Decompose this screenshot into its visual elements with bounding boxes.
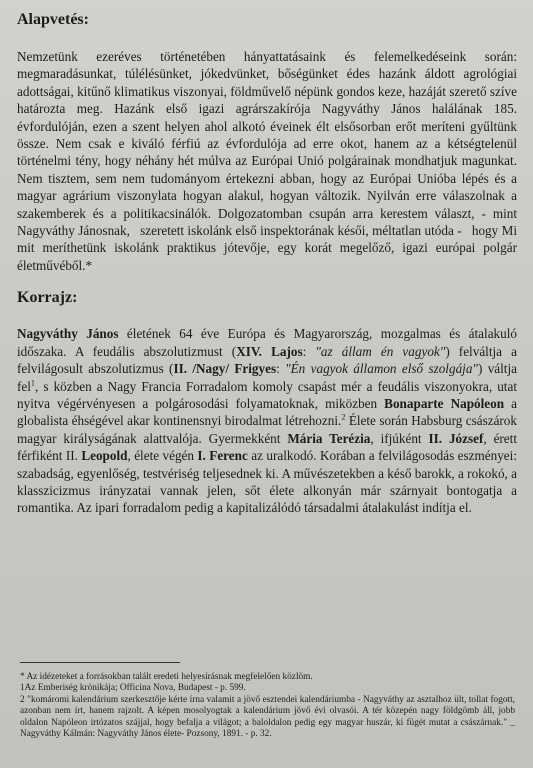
name-frederick: II. /Nagy/ Frigyes (173, 361, 277, 377)
quote-louis: "az állam én vagyok" (315, 343, 446, 359)
korrajz-text: , érett férfiként II. (17, 430, 517, 464)
intro-text-3: hogy Mi mit meríthetünk iskolánk praktikus jótevője, egy korát megelőző, igazi európai polgár életművéből.* (17, 223, 518, 273)
footnote-star: * Az idézeteket a forrásokban talált eredeti helyesírásnak megfelelően közlöm. (20, 672, 313, 682)
korrajz-text: a globalista éhségével akar kontinensnyi birodalmat létrehozni. (17, 395, 517, 429)
name-leopold: Leopold (81, 448, 128, 464)
footnote-1: 1Az Emberiség krónikája; Officina Nova, Budapest - p. 599. (20, 683, 246, 694)
korrajz-text: ) felváltja a felvilágosult abszolutizmus ( (17, 343, 517, 377)
korrajz-text: az uralkodó. Korában a felvilágosodás eszményei: szabadság, egyenlőség, testvériség teljesednek ki. A művészetekben a késő barokk, a rokokó, a klasszicizmus irányzatai vannak jelen, sőt élete alkonyán már szárnyait bontogatja a romantika. Az ipari forradalom pedig a kapitalizálódó társadalmi átalakulást indítja el. (17, 448, 517, 516)
footnote-2: 2 "komáromi kalendárium szerkesztője kérte írna valamit a jövő esztendei kalendáriumba - Nagyváthy az asztalhoz ült, tollat fogott, azonban nem írt, hanem rajzolt. A képen mosolyogtak a kalendárium jövő évi olvasói. A tér közepén nagy földgömb áll, jobb oldalon Napóleon irtózatos szájjal, hogy befalja a világot; a baloldalon pedig egy magyar huszár, ki fügét mutat a császárnak." _ Nagyváthy Kálmán: Nagyváthy János élete- Pozsony, 1891. - p. 32. (20, 694, 515, 740)
name-maria-terezia: Mária Terézia (287, 430, 371, 446)
korrajz-text: : (302, 343, 316, 359)
korrajz-text: Élete során Habsburg császárok magyar királyságának alattvalója. Gyermekként (17, 413, 517, 446)
name-nagyvathy: Nagyváthy János (17, 326, 119, 342)
paragraph-korrajz (17, 325, 517, 516)
korrajz-text: : (276, 361, 286, 377)
paragraph-alapvetes (17, 48, 517, 274)
footnote-ref-1: 1 (30, 378, 36, 388)
heading-korrajz: Korrajz: (17, 289, 78, 307)
heading-alapvetes: Alapvetés: (17, 11, 89, 28)
korrajz-text: , s közben a Nagy Francia Forradalom komoly csapást mér a feudális viszonyokra, utat nyitva végérvényesen a polgárosodási folyamatoknak, miközben (17, 378, 517, 411)
footnote-ref-2: 2 (341, 412, 346, 422)
name-louis-xiv: XIV. Lajos (236, 343, 303, 359)
korrajz-text: , ifjúként (370, 430, 429, 446)
footnote-divider (20, 662, 180, 663)
name-napoleon: Bonaparte Napóleon (384, 395, 505, 411)
footnotes (20, 672, 515, 740)
korrajz-text: , élete végén (127, 448, 198, 464)
intro-text-2: szeretett iskolánk első inspektorának késői, méltatlan utóda - (140, 223, 462, 239)
korrajz-text: ) váltja fel (17, 361, 517, 394)
intro-text-1: Nemzetünk ezeréves történetében hányattatásaink és felemelkedéseink során: megmaradásunkat, túlélésünket, jókedvünket, bőségünket édes hazánk áldott agrológiai adottságai, kitűnő klimatikus viszonyai, földművelő népünk gondos keze, hazáját szerető szíve határozta meg. Hazánk első igazi agrárszakírója Nagyváthy János halálának 185. évfordulóján, ezen a szent helyen ahol alkotó éveinek élt elsősorban erőt meríteni gyűltünk össze. Nem csak e kiváló férfiú az évfordulója ad erre okot, hanem az a kétségtelenül történelmi tény, hogy néhány hét múlva az Európai Unió polgárainak mondhatjuk magunkat. Nem tisztem, sem nem tudományom értekezni abban, hogy az Európai Unióba lépés és a magyar agrárium viszonylata hogyan alakul, hogyan változik. Nyilván erre válaszolnak a szakemberek és a politikacsinálók. Dolgozatomban csupán arra kerestem választ, - mint Nagyváthy Jánosnak, (17, 49, 517, 239)
name-joseph-ii: II. József (428, 430, 484, 446)
quote-frederick: "Én vagyok államon első szolgája" (285, 361, 478, 377)
korrajz-text: életének 64 éve Európa és Magyarország, mozgalmas és átalakuló időszaka. A feudális abszolutizmust ( (17, 326, 517, 359)
name-ferenc: I. Ferenc (197, 448, 248, 464)
